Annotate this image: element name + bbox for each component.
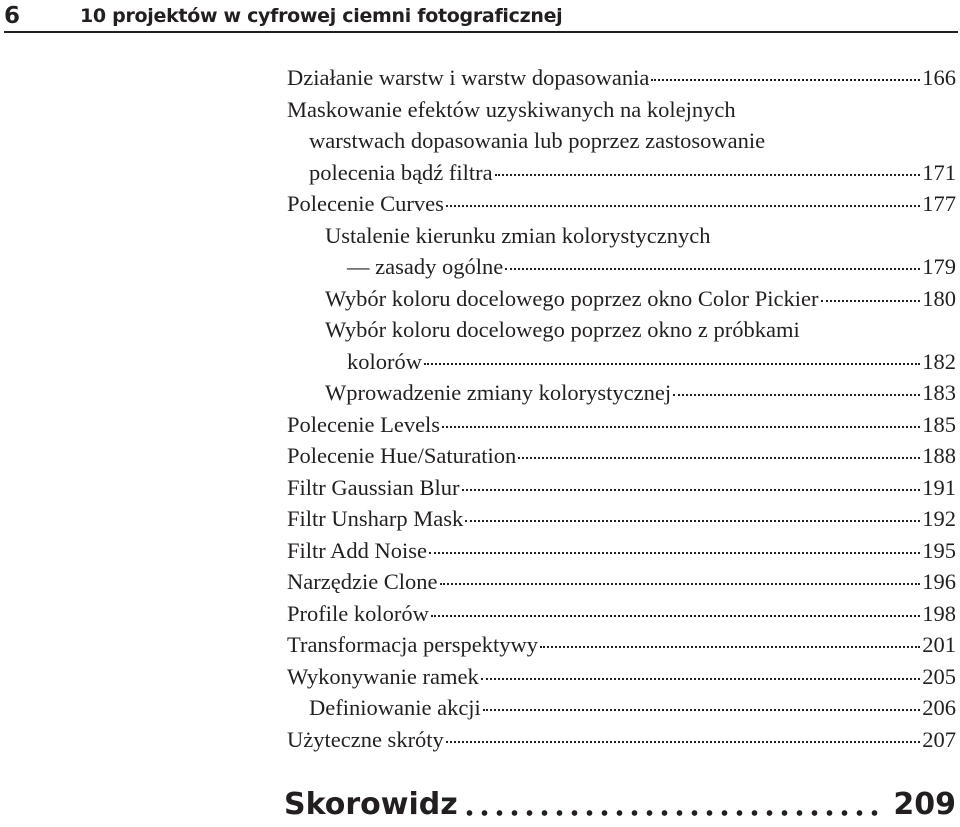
toc-entry[interactable] [287,598,956,630]
toc-entry-title: Polecenie Levels [287,411,441,437]
toc-subentry[interactable] [287,314,956,346]
toc-entry-title: Filtr Unsharp Mask [287,506,464,531]
dot-leader [465,520,920,522]
toc-entry-page: 185 [922,411,956,437]
toc-entry-page: 206 [922,695,956,720]
dot-leader [673,394,920,396]
toc-entry-title: Wybór koloru docelowego poprzez okno Color Pickier [325,285,819,311]
toc-subentry[interactable] [287,283,956,315]
toc-entry-page: 188 [922,443,956,468]
index-label: Skorowidz [284,787,458,822]
toc-entry-page: 201 [922,632,956,657]
table-of-contents [287,62,956,755]
book-title: 10 projektów w cyfrowej ciemni fotograficznej [80,5,563,27]
toc-entry-title: Użyteczne skróty [287,726,444,752]
index-entry[interactable] [284,785,956,825]
dot-leader [495,174,921,176]
dot-leader [440,583,921,585]
toc-entry-title: Wybór koloru docelowego poprzez okno z próbkami [325,317,800,342]
toc-entry-page: 207 [922,726,956,752]
toc-entry-title: Działanie warstw i warstw dopasowania [287,65,650,90]
toc-entry[interactable] [287,188,956,220]
toc-entry-page: 182 [922,348,956,374]
dot-leader [462,810,886,816]
running-header [0,0,960,34]
toc-entry-continuation[interactable] [287,157,956,189]
toc-entry-page: 179 [922,254,956,279]
dot-leader [429,552,920,554]
toc-entry-title: Narzędzie Clone [287,569,438,594]
toc-entry-title: Filtr Add Noise [287,537,428,563]
index-page: 209 [893,787,956,822]
toc-entry-page: 177 [922,191,956,216]
page-number: 6 [4,3,21,29]
dot-leader [483,709,920,711]
toc-entry-title: Maskowanie efektów uzyskiwanych na kolejnych [287,96,736,122]
toc-entry-page: 191 [922,474,956,500]
toc-entry-title: Wykonywanie ramek [287,663,479,689]
toc-entry-title: Transformacja perspektywy [287,632,538,657]
toc-entry-title: — zasady ogólne [347,254,504,279]
toc-entry-title: warstwach dopasowania lub poprzez zastosowanie [309,128,766,153]
toc-entry[interactable] [287,629,956,661]
dot-leader [446,741,920,743]
toc-entry[interactable] [287,724,956,756]
toc-subentry-continuation[interactable] [287,251,956,283]
toc-entry-page: 192 [922,506,956,531]
dot-leader [446,205,920,207]
toc-entry[interactable] [287,409,956,441]
toc-entry[interactable] [287,94,956,126]
toc-entry-title: Polecenie Hue/Saturation [287,443,517,468]
header-rule [4,31,958,33]
dot-leader [481,678,921,680]
toc-entry-page: 196 [922,569,956,594]
toc-subentry-continuation[interactable] [287,346,956,378]
toc-entry[interactable] [287,440,956,472]
toc-entry-page: 205 [922,663,956,689]
toc-entry-title: Filtr Gaussian Blur [287,474,460,500]
dot-leader [442,426,920,428]
dot-leader [540,646,920,648]
toc-subentry[interactable] [287,220,956,252]
toc-entry-page: 180 [922,285,956,311]
dot-leader [462,489,921,491]
dot-leader [431,615,920,617]
toc-subentry[interactable] [287,377,956,409]
dot-leader [505,268,920,270]
toc-entry-title: polecenia bądź filtra [309,159,493,185]
toc-entry-title: Ustalenie kierunku zmian kolorystycznych [325,222,711,248]
toc-entry-title: Profile kolorów [287,600,429,626]
toc-entry[interactable] [287,535,956,567]
toc-entry[interactable] [287,472,956,504]
toc-entry-title: kolorów [347,348,422,374]
dot-leader [821,300,921,302]
toc-entry-page: 166 [922,65,956,90]
toc-entry-title: Polecenie Curves [287,191,444,216]
toc-entry-title: Wprowadzenie zmiany kolorystycznej [325,380,672,405]
toc-entry[interactable] [287,661,956,693]
toc-entry-page: 198 [922,600,956,626]
dot-leader [518,457,920,459]
toc-entry[interactable] [287,566,956,598]
toc-entry-continuation [287,125,956,157]
dot-leader [424,363,920,365]
toc-entry[interactable] [287,62,956,94]
toc-entry-page: 195 [922,537,956,563]
toc-entry-page: 183 [922,380,956,405]
toc-entry-page: 171 [922,159,956,185]
toc-entry[interactable] [287,503,956,535]
toc-entry-title: Definiowanie akcji [309,695,481,720]
toc-subentry[interactable] [287,692,956,724]
dot-leader [651,79,920,81]
